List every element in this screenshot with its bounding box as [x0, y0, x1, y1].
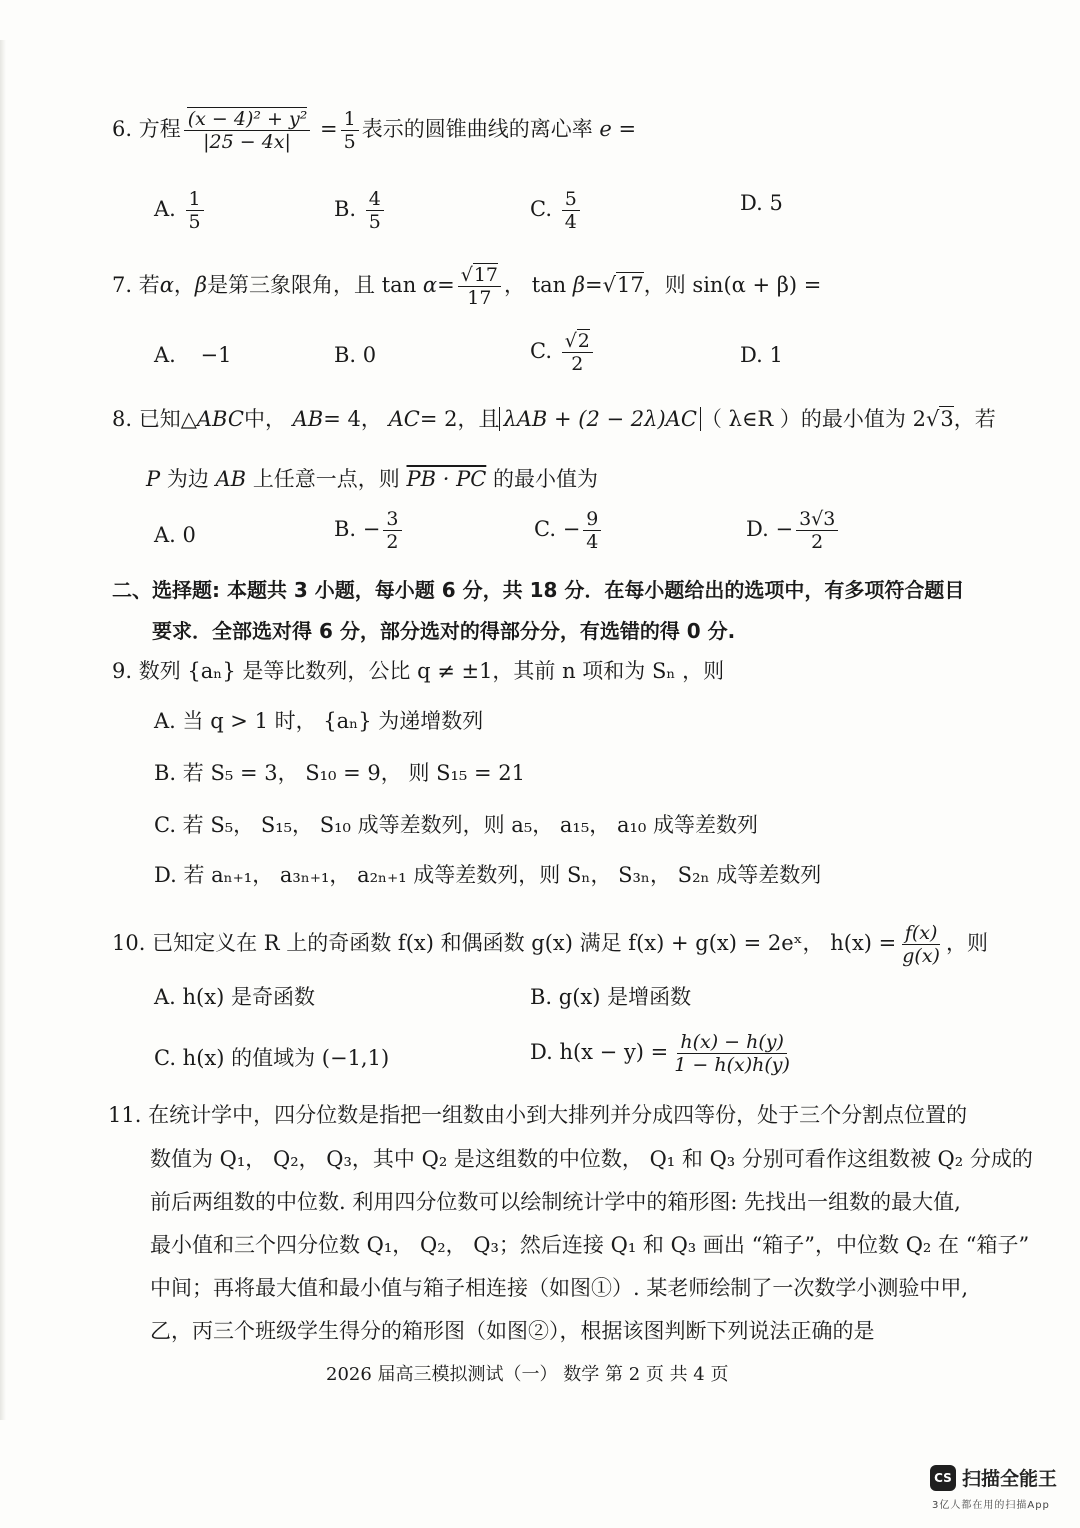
q8-option-b [334, 508, 405, 553]
option-label: C. [534, 517, 556, 541]
q6-rhs-num: 1 [341, 108, 359, 131]
q7-text: ，则 sin(α + β) = [643, 273, 822, 297]
q10-d-num: h(x) − h(y) [677, 1031, 787, 1054]
q8-dot-product: PB · PC [406, 467, 487, 491]
q8-option-a [154, 520, 196, 550]
q6-e: e = [599, 117, 637, 141]
q8-text: = 4， [323, 407, 382, 431]
question-9-stem [112, 656, 724, 686]
option-fraction [583, 508, 601, 553]
option-neg: − [562, 517, 581, 541]
q8-option-c [534, 508, 604, 553]
option-label: D. [740, 343, 763, 367]
section-2-heading-line1: 二、选择题: 本题共 3 小题，每小题 6 分，共 18 分．在每小题给出的选项中，有多项符合题目 [112, 578, 965, 602]
q10-d-prefix: D. h(x − y) = [530, 1040, 669, 1064]
q10-h-den: g(x) [902, 945, 940, 967]
question-11-line3: 前后两组数的中位数. 利用四分位数可以绘制统计学中的箱形图: 先找出一组数的最大值, [150, 1190, 961, 1214]
option-fraction: $\frac{√2}{2}$ [562, 330, 593, 375]
q6-fraction [184, 108, 311, 153]
q8-text: = 2，且 [419, 407, 500, 431]
option-fraction [366, 188, 384, 233]
option-label: D. [746, 517, 769, 541]
q6-rhs-den: 5 [343, 131, 356, 153]
question-11-line1 [108, 1100, 967, 1130]
q8-text: 上任意一点，则 [252, 467, 400, 491]
option-label: C. [530, 339, 552, 363]
q6-frac-den: |25 − 4x| [203, 131, 291, 153]
q7-option-b [334, 340, 376, 370]
q6-option-d [740, 188, 783, 218]
option-den: 2 [811, 531, 824, 553]
option-num: 4 [366, 188, 384, 211]
option-fraction [186, 188, 204, 233]
option-label: A. [154, 197, 176, 221]
q7-fraction: $\frac{√17}{17}$ [458, 264, 501, 309]
q8-p: P [146, 467, 161, 491]
scanner-logo [930, 1464, 1057, 1491]
q7-text: ， [173, 273, 195, 297]
question-6-stem [112, 108, 636, 153]
option-text: 0 [362, 343, 377, 367]
option-den: 5 [188, 211, 201, 233]
q10-stem-end: ，则 [945, 931, 988, 955]
q6-prefix: 方程 [138, 117, 181, 141]
q10-h-num: f(x) [902, 922, 941, 945]
option-den: 4 [564, 211, 577, 233]
option-num: 1 [186, 188, 204, 211]
q10-d-den: 1 − h(x)h(y) [674, 1054, 790, 1076]
q6-option-a [154, 188, 207, 233]
q8-ab: AB [292, 407, 324, 431]
option-den: 5 [368, 211, 381, 233]
q6-suffix: 表示的圆锥曲线的离心率 [361, 117, 593, 141]
q7-sqrt: 17 [617, 273, 644, 297]
q6-frac-num: (x − 4)² + y² [187, 108, 308, 130]
option-text: 1 [769, 343, 783, 367]
question-8-stem-line1: 8. 已知△ABC中， AB= 4， AC= 2，且 λAB + (2 − 2λ)AC （ λ∈R ）的最小值为 2√3，若 [112, 407, 996, 431]
question-11-line4: 最小值和三个四分位数 Q₁， Q₂， Q₃；然后连接 Q₁ 和 Q₃ 画出 “箱子”，中位数 Q₂ 在 “箱子” [150, 1233, 1030, 1257]
question-7-stem: 7. 若α，β是第三象限角，且 tan α= $\frac{√17}{17}$ ， tan β=√17，则 sin(α + β) = [112, 264, 822, 309]
q9-option-a: A. 当 q > 1 时， {aₙ} 为递增数列 [154, 709, 484, 733]
q9-option-c: C. 若 S₅， S₁₅， S₁₀ 成等差数列，则 a₅， a₁₅， a₁₀ 成等差数列 [154, 813, 758, 837]
option-label: A. [154, 343, 176, 367]
question-11-line6: 乙，丙三个班级学生得分的箱形图（如图②），根据该图判断下列说法正确的是 [150, 1319, 875, 1343]
q9-stem-text: 数列 {aₙ} 是等比数列，公比 q ≠ ±1，其前 n 项和为 Sₙ ，则 [138, 659, 725, 683]
q8-abc: ABC [196, 407, 244, 431]
q10-option-c: C. h(x) 的值域为 (−1,1) [154, 1046, 390, 1070]
q7-alpha: α [159, 273, 174, 297]
option-text: 5 [769, 191, 783, 215]
q8-text: ，若 [953, 407, 996, 431]
option-label: B. [334, 197, 357, 221]
q8-text: （ λ∈R ）的最小值为 2 [700, 407, 926, 431]
question-10-stem [112, 922, 988, 967]
q10-d-fraction [671, 1031, 793, 1076]
question-11-line2: 数值为 Q₁， Q₂， Q₃，其中 Q₂ 是这组数的中位数， Q₁ 和 Q₃ 分别可看作这组数被 Q₂ 分成的 [150, 1147, 1033, 1171]
option-label: B. [334, 343, 357, 367]
cs-logo-icon: CS [930, 1465, 956, 1491]
q7-option-c [530, 330, 596, 375]
option-label: A. [154, 523, 176, 547]
question-number: 6. [112, 117, 133, 141]
q7-beta: β [194, 273, 208, 297]
q8-text: 为边 [166, 467, 209, 491]
q8-text: 已知△ [138, 407, 197, 431]
q11-text: 在统计学中，四分位数是指把一组数由小到大排列并分成四等份，处于三个分割点位置的 [148, 1103, 968, 1127]
question-number: 7. [112, 273, 133, 297]
option-fraction [796, 508, 838, 553]
option-label: C. [530, 197, 552, 221]
option-num: 3 [383, 508, 401, 531]
q8-vector-expression: λAB + (2 − 2λ)AC [499, 407, 700, 431]
option-neg: − [362, 517, 381, 541]
q7-text: ， tan [504, 273, 567, 297]
q10-option-b: B. g(x) 是增函数 [530, 985, 692, 1009]
q7-text: 是第三象限角，且 tan [207, 273, 417, 297]
option-text: 0 [182, 523, 196, 547]
q8-ac: AC [388, 407, 420, 431]
option-label: B. [334, 517, 357, 541]
question-number: 9. [112, 659, 133, 683]
q10-option-d [530, 1031, 796, 1076]
q8-text: 的最小值为 [492, 467, 598, 491]
option-num: 3√3 [796, 508, 838, 531]
option-fraction [383, 508, 401, 553]
option-label: D. [740, 191, 763, 215]
scanner-app-name: 扫描全能王 [962, 1468, 1058, 1490]
q6-option-b [334, 188, 387, 233]
q10-stem-text: 已知定义在 R 上的奇函数 f(x) 和偶函数 g(x) 满足 f(x) + g(x) = 2eˣ， h(x) = [152, 931, 897, 955]
q8-ab: AB [215, 467, 247, 491]
question-8-stem-line2 [146, 464, 598, 494]
q7-frac-num: 17 [473, 264, 499, 286]
page-footer: 2026 届高三模拟测试（一） 数学 第 2 页 共 4 页 [326, 1364, 729, 1385]
option-num: 9 [583, 508, 601, 531]
q8-sqrt3: 3 [940, 407, 954, 431]
q8-text: 中， [243, 407, 286, 431]
question-number: 8. [112, 407, 133, 431]
q10-option-a: A. h(x) 是奇函数 [154, 985, 315, 1009]
option-text: −1 [200, 343, 232, 367]
q10-h-fraction [899, 922, 943, 967]
q7-equals: = [437, 273, 455, 297]
question-number: 11. [108, 1103, 142, 1127]
q9-option-b: B. 若 S₅ = 3， S₁₀ = 9， 则 S₁₅ = 21 [154, 761, 526, 785]
question-number: 10. [112, 931, 146, 955]
option-neg: − [775, 517, 794, 541]
scanner-app-tagline: 3亿人都在用的扫描App [932, 1500, 1050, 1511]
option-fraction [562, 188, 580, 233]
q8-option-d [746, 508, 841, 553]
q7-text: 若 [138, 273, 160, 297]
q7-frac-den: 17 [467, 287, 492, 309]
q7-option-a [154, 340, 232, 370]
option-den: 2 [386, 531, 399, 553]
option-num: 5 [562, 188, 580, 211]
q7-option-d [740, 340, 783, 370]
q6-rhs-fraction [341, 108, 359, 153]
q9-option-d: D. 若 aₙ₊₁， a₃ₙ₊₁， a₂ₙ₊₁ 成等差数列，则 Sₙ， S₃ₙ， S₂ₙ 成等差数列 [154, 863, 822, 887]
question-11-line5: 中间；再将最大值和最小值与箱子相连接（如图①）. 某老师绘制了一次数学小测验中甲, [150, 1276, 969, 1300]
page-edge-shadow [0, 40, 6, 1420]
q6-equals: = [320, 117, 338, 141]
section-2-heading-line2: 要求．全部选对得 6 分，部分选对的得部分分，有选错的得 0 分. [152, 619, 736, 643]
option-num: 2 [577, 330, 590, 352]
option-den: 2 [571, 353, 584, 375]
q7-equals: = [585, 273, 603, 297]
q6-option-c [530, 188, 583, 233]
option-den: 4 [586, 531, 599, 553]
